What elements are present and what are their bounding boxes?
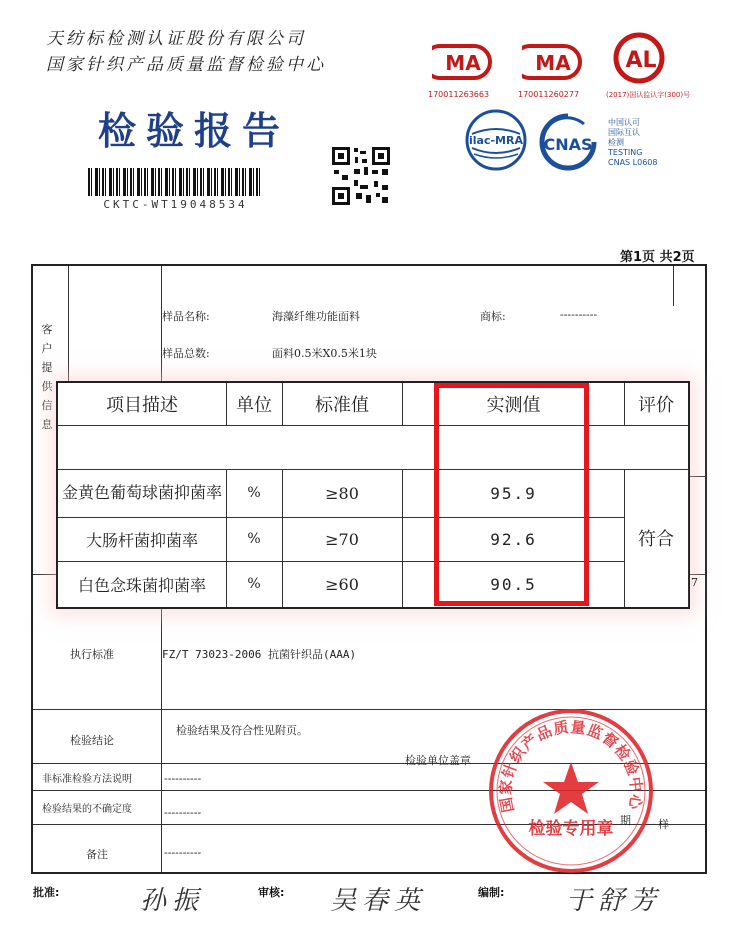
row-3-unit: %	[247, 576, 261, 592]
cma2-code: 170011260277	[518, 90, 580, 99]
inspection-seal-icon	[486, 706, 656, 876]
org-name-line1: 天纺标检测认证股份有限公司	[46, 29, 306, 49]
row-3-standard: ≥60	[325, 574, 359, 594]
page-indicator: 第1页 共2页	[620, 250, 695, 265]
seal-label: 检验单位盖章	[405, 754, 471, 767]
sample-name-label: 样品名称:	[162, 310, 210, 323]
barcode-number: CKTC-WT19048534	[103, 198, 248, 211]
measured-value-highlight	[434, 383, 589, 606]
row-1-standard: ≥80	[325, 483, 359, 503]
row-2-measured: 92.6	[490, 529, 537, 549]
row-2-unit: %	[247, 531, 261, 547]
uncertainty-value: ----------	[164, 806, 202, 819]
nonstd-method-label: 非标准检验方法说明	[42, 774, 132, 785]
review-signature: 吴春英	[330, 886, 427, 916]
sample-qty-value: 面料0.5米X0.5米1块	[272, 347, 377, 360]
barcode	[88, 168, 263, 196]
ilac-logo-text: ilac-MRA	[469, 134, 523, 147]
row-3-item: 白色念珠菌抑菌率	[77, 575, 206, 595]
cnas-description: 中国认可 国际互认 检测 TESTING CNAS L0608	[608, 118, 658, 167]
conclusion-label: 检验结论	[70, 734, 114, 747]
compile-signature: 于舒芳	[566, 886, 663, 916]
compile-label: 编制:	[478, 886, 505, 899]
review-label: 审核:	[258, 886, 285, 899]
conclusion-value: 检验结果及符合性见附页。	[176, 724, 308, 737]
cnas-logo-icon	[532, 112, 604, 172]
row-1-measured: 95.9	[490, 483, 537, 503]
exec-standard-label: 执行标准	[70, 648, 114, 661]
cal-logo-text: AL	[625, 48, 657, 73]
cal-code: (2017)国认监认字(300)号	[606, 91, 691, 99]
row-2-standard: ≥70	[325, 529, 359, 549]
nonstd-method-value: ----------	[164, 772, 202, 785]
edge-char-date: 期	[620, 814, 631, 827]
cma-logo-text: MA	[445, 51, 481, 75]
cma-logo-text: MA	[535, 51, 571, 75]
uncertainty-label: 检验结果的不确定度	[42, 804, 132, 815]
header-evaluation: 评价	[638, 395, 674, 416]
seal-center-text: 检验专用章	[528, 819, 614, 839]
evaluation-cell: 符合	[638, 529, 674, 550]
remark-value: ----------	[164, 846, 202, 859]
header-unit: 单位	[236, 395, 272, 416]
sample-qty-label: 样品总数:	[162, 347, 210, 360]
seal-ring-text: 国家针织产品质量监督检验中心	[496, 717, 646, 814]
qr-code-icon	[330, 145, 392, 207]
row-2-item: 大肠杆菌抑菌率	[85, 530, 198, 550]
client-info-side-label: 客 户 提 供 信 息	[41, 323, 53, 431]
header-item: 项目描述	[106, 395, 178, 416]
table-edge-char: 7	[691, 576, 698, 589]
row-3-measured: 90.5	[490, 574, 537, 594]
row-1-unit: %	[247, 485, 261, 501]
header-measured: 实测值	[486, 395, 541, 416]
exec-standard-value: FZ/T 73023-2006 抗菌针织品(AAA)	[162, 648, 357, 661]
trademark-value: ----------	[560, 308, 598, 321]
header-standard: 标准值	[315, 395, 369, 416]
approve-label: 批准:	[33, 886, 60, 899]
cma1-code: 170011263663	[428, 90, 490, 99]
row-1-item: 金黄色葡萄球菌抑菌率	[62, 483, 223, 502]
trademark-label: 商标:	[480, 310, 506, 323]
remark-label: 备注	[86, 848, 108, 861]
org-name-line2: 国家针织产品质量监督检验中心	[46, 55, 326, 75]
results-table	[56, 381, 690, 609]
sample-name-value: 海藻纤维功能面料	[272, 310, 360, 323]
cnas-logo-text: CNAS	[543, 135, 593, 154]
cma-logo-icon	[432, 42, 494, 82]
edge-char-sample: 样	[658, 818, 669, 831]
approve-signature: 孙振	[140, 886, 205, 916]
cma-logo-icon	[522, 42, 584, 82]
report-title: 检验报告	[98, 108, 291, 153]
ilac-mra-logo-icon	[464, 108, 528, 172]
cal-logo-icon	[612, 30, 666, 86]
